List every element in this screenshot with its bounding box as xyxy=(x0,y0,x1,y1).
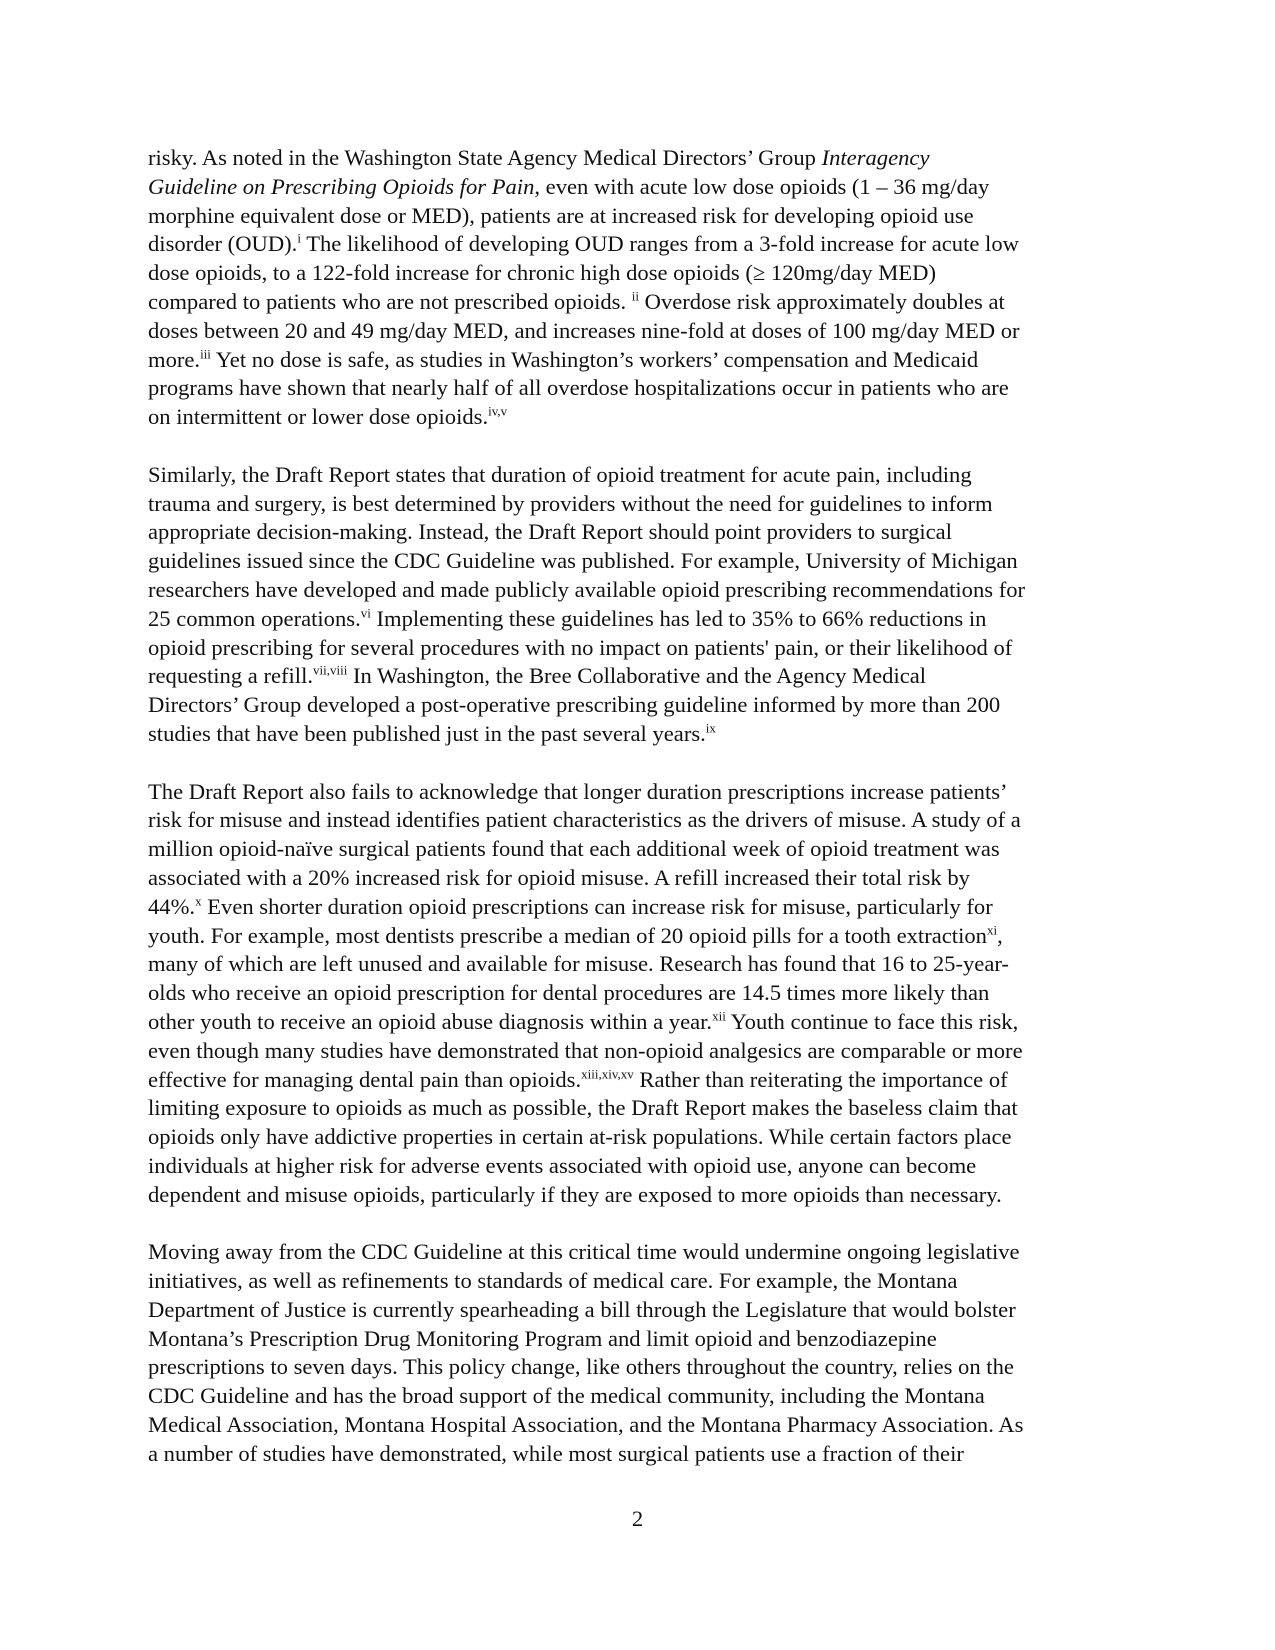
text-line xyxy=(148,461,1133,490)
endnote-marker: vi xyxy=(360,605,371,621)
text-run: requesting a refill. xyxy=(148,663,313,689)
text-run: appropriate decision-making. Instead, the Draft Report should point providers to surgical xyxy=(148,519,952,545)
text-run: The Draft Report also fails to acknowledge that longer duration prescriptions increase patients’ xyxy=(148,778,1008,804)
text-run: individuals at higher risk for adverse events associated with opioid use, anyone can become xyxy=(148,1152,977,1178)
text-run: 25 common operations. xyxy=(148,605,361,631)
text-line xyxy=(148,1440,1133,1469)
endnote-marker: ix xyxy=(705,720,716,736)
text-run: olds who receive an opioid prescription for dental procedures are 14.5 times more likely than xyxy=(148,980,990,1006)
text-run: Yet no dose is safe, as studies in Washington’s workers’ compensation and Medicaid xyxy=(210,346,979,372)
text-run: on intermittent or lower dose opioids. xyxy=(148,404,489,430)
text-run: The likelihood of developing OUD ranges from a 3-fold increase for acute low xyxy=(300,231,1019,257)
text-run: opioid prescribing for several procedures with no impact on patients' pain, or their likelihood of xyxy=(148,634,1013,660)
text-run: Implementing these guidelines has led to 35% to 66% reductions in xyxy=(370,605,987,631)
text-line xyxy=(148,1066,1133,1095)
endnote-marker: xiii,xiv,xv xyxy=(581,1065,634,1081)
text-run: Rather than reiterating the importance of xyxy=(633,1066,1008,1092)
italic-title: Interagency xyxy=(821,145,930,170)
text-line xyxy=(148,806,1133,835)
text-line xyxy=(148,1094,1133,1123)
text-run: initiatives, as well as refinements to standards of medical care. For example, the Montana xyxy=(148,1268,958,1294)
text-run: compared to patients who are not prescribed opioids. xyxy=(148,288,632,314)
text-run: effective for managing dental pain than opioids. xyxy=(148,1066,582,1092)
text-line xyxy=(148,720,1133,749)
text-run: doses between 20 and 49 mg/day MED, and increases nine-fold at doses of 100 mg/day MED or xyxy=(148,317,1020,343)
text-run: million opioid-naïve surgical patients found that each additional week of opioid treatment was xyxy=(148,836,1000,862)
text-run: Even shorter duration opioid prescriptions can increase risk for misuse, particularly for xyxy=(201,893,993,919)
text-line xyxy=(148,230,1133,259)
text-line xyxy=(148,1411,1133,1440)
endnote-marker: xii xyxy=(712,1008,726,1024)
text-line xyxy=(148,403,1133,432)
text-run: dependent and misuse opioids, particularly if they are exposed to more opioids than necessary. xyxy=(148,1181,1002,1207)
endnote-marker: xi xyxy=(986,921,998,937)
text-line xyxy=(148,374,1133,403)
text-line xyxy=(148,1296,1133,1325)
text-run: Department of Justice is currently spearheading a bill through the Legislature that would bolster xyxy=(148,1296,1016,1322)
text-run: In Washington, the Bree Collaborative and the Agency Medical xyxy=(347,663,927,689)
paragraph xyxy=(148,461,1133,749)
text-line xyxy=(148,1152,1133,1181)
text-run: dose opioids, to a 122-fold increase for chronic high dose opioids (≥ 120mg/day MED) xyxy=(148,260,936,286)
text-line xyxy=(148,144,1133,173)
endnote-marker: vii,viii xyxy=(313,662,348,678)
text-run: even though many studies have demonstrated that non-opioid analgesics are comparable or more xyxy=(148,1037,1023,1063)
text-line xyxy=(148,317,1133,346)
text-line xyxy=(148,922,1133,951)
text-run: Youth continue to face this risk, xyxy=(725,1008,1019,1034)
text-line xyxy=(148,1008,1133,1037)
paragraph xyxy=(148,778,1133,1210)
text-run: other youth to receive an opioid abuse diagnosis within a year. xyxy=(148,1008,713,1034)
text-line xyxy=(148,1353,1133,1382)
text-run: Montana’s Prescription Drug Monitoring Program and limit opioid and benzodiazepine xyxy=(148,1325,937,1351)
text-line xyxy=(148,893,1133,922)
paragraph xyxy=(148,1238,1133,1468)
text-run: Medical Association, Montana Hospital Association, and the Montana Pharmacy Association. As xyxy=(148,1412,1024,1438)
text-run: trauma and surgery, is best determined by providers without the need for guidelines to inform xyxy=(148,490,993,516)
text-line xyxy=(148,576,1133,605)
body-text xyxy=(148,144,1133,1469)
paragraph-gap xyxy=(148,1209,1133,1238)
text-line xyxy=(148,778,1133,807)
text-run: limiting exposure to opioids as much as possible, the Draft Report makes the baseless claim that xyxy=(148,1095,1018,1121)
paragraph-gap xyxy=(148,432,1133,461)
italic-title: Guideline on Prescribing Opioids for Pain xyxy=(148,173,535,199)
text-run: a number of studies have demonstrated, while most surgical patients use a fraction of their xyxy=(148,1440,964,1466)
text-run: risky. As noted in the Washington State Agency Medical Directors’ Group xyxy=(148,145,822,170)
paragraph xyxy=(148,144,1133,432)
text-run: Overdose risk approximately doubles at xyxy=(638,288,1005,314)
text-run: opioids only have addictive properties in certain at-risk populations. While certain factors place xyxy=(148,1124,1012,1150)
text-run: studies that have been published just in the past several years. xyxy=(148,720,706,746)
text-line xyxy=(148,979,1133,1008)
text-run: Moving away from the CDC Guideline at this critical time would undermine ongoing legislative xyxy=(148,1239,1020,1265)
page-number: 2 xyxy=(631,1506,644,1531)
text-line xyxy=(148,1267,1133,1296)
text-run: prescriptions to seven days. This policy change, like others throughout the country, relies on the xyxy=(148,1354,1014,1380)
text-run: , even with acute low dose opioids (1 – 36 mg/day xyxy=(534,173,990,199)
text-line xyxy=(148,1238,1133,1267)
text-run: CDC Guideline and has the broad support of the medical community, including the Montana xyxy=(148,1383,985,1409)
text-line xyxy=(148,1123,1133,1152)
text-line xyxy=(148,288,1133,317)
text-run: associated with a 20% increased risk for opioid misuse. A refill increased their total risk by xyxy=(148,864,970,890)
text-run: 44%. xyxy=(148,893,196,919)
endnote-marker: x xyxy=(195,893,202,909)
text-run: programs have shown that nearly half of all overdose hospitalizations occur in patients who are xyxy=(148,375,1009,401)
text-run: researchers have developed and made publicly available opioid prescribing recommendations for xyxy=(148,576,1026,602)
text-run: guidelines issued since the CDC Guideline was published. For example, University of Michigan xyxy=(148,548,1018,574)
text-line xyxy=(148,864,1133,893)
text-line xyxy=(148,662,1133,691)
endnote-marker: i xyxy=(297,230,301,246)
text-run: many of which are left unused and available for misuse. Research has found that 16 to 25-year- xyxy=(148,951,1009,977)
endnote-marker: iv,v xyxy=(488,403,508,419)
text-line xyxy=(148,346,1133,375)
text-line xyxy=(148,518,1133,547)
text-run: youth. For example, most dentists prescribe a median of 20 opioid pills for a tooth extraction xyxy=(148,922,987,948)
text-run: risk for misuse and instead identifies patient characteristics as the drivers of misuse. A study of a xyxy=(148,807,1021,833)
text-line xyxy=(148,1181,1133,1210)
text-line xyxy=(148,691,1133,720)
text-line xyxy=(148,1325,1133,1354)
text-line xyxy=(148,605,1133,634)
text-line xyxy=(148,950,1133,979)
text-line xyxy=(148,547,1133,576)
text-run: disorder (OUD). xyxy=(148,231,298,257)
text-line xyxy=(148,173,1133,202)
text-line xyxy=(148,1382,1133,1411)
paragraph-gap xyxy=(148,749,1133,778)
text-run: , xyxy=(997,922,1003,948)
text-run: Similarly, the Draft Report states that duration of opioid treatment for acute pain, including xyxy=(148,461,972,487)
text-line xyxy=(148,835,1133,864)
endnote-marker: ii xyxy=(631,288,639,304)
text-line xyxy=(148,1037,1133,1066)
endnote-marker: iii xyxy=(200,346,211,362)
text-run: Directors’ Group developed a post-operative prescribing guideline informed by more than 200 xyxy=(148,692,1001,718)
text-line xyxy=(148,259,1133,288)
text-line xyxy=(148,634,1133,663)
text-line xyxy=(148,202,1133,231)
text-run: morphine equivalent dose or MED), patients are at increased risk for developing opioid use xyxy=(148,202,974,228)
text-run: more. xyxy=(148,346,201,372)
text-line xyxy=(148,490,1133,519)
